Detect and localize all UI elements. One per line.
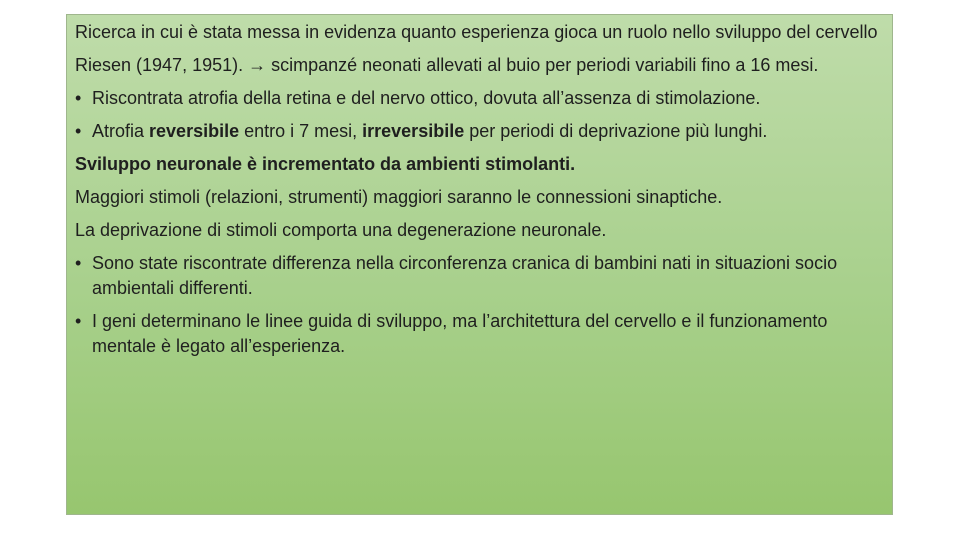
text-segment: Atrofia xyxy=(92,121,150,141)
bullet-dot: • xyxy=(75,121,82,141)
stimoli-paragraph: Maggiori stimoli (relazioni, strumenti) maggiori saranno le connessioni sinaptiche. xyxy=(75,187,723,207)
bullet-circonferenza xyxy=(75,251,884,301)
deprivazione-paragraph: La deprivazione di stimoli comporta una degenerazione neuronale. xyxy=(75,220,607,240)
sviluppo-bold-text: Sviluppo neuronale è incrementato da ambienti stimolanti. xyxy=(75,154,576,174)
bullet-atrofia-retina xyxy=(75,86,884,111)
content-box xyxy=(66,14,893,515)
bold-irreversibile: irreversibile xyxy=(362,121,465,141)
bullet-text: Riscontrata atrofia della retina e del nervo ottico, dovuta all’assenza di stimolazione. xyxy=(92,88,761,108)
bullet-text: I geni determinano le linee guida di sviluppo, ma l’architettura del cervello e il funzionamento mentale è legato all’esperienza. xyxy=(92,311,828,356)
bullet-geni xyxy=(75,309,884,359)
sviluppo-heading xyxy=(75,152,884,177)
bullet-atrofia-reversibile xyxy=(75,119,884,144)
bullet-text xyxy=(92,121,767,141)
intro-paragraph: Ricerca in cui è stata messa in evidenza quanto esperienza gioca un ruolo nello sviluppo del cervello xyxy=(75,22,878,42)
riesen-paragraph: Riesen (1947, 1951). → scimpanzé neonati allevati al buio per periodi variabili fino a 16 mesi. xyxy=(75,55,819,75)
text-segment: per periodi di deprivazione più lunghi. xyxy=(464,121,768,141)
text-segment: entro i 7 mesi, xyxy=(239,121,363,141)
bold-reversibile: reversibile xyxy=(149,121,240,141)
bullet-dot: • xyxy=(75,311,82,331)
bullet-dot: • xyxy=(75,253,82,273)
bullet-text: Sono state riscontrate differenza nella circonferenza cranica di bambini nati in situazioni socio ambientali differenti. xyxy=(92,253,838,298)
bullet-dot: • xyxy=(75,88,82,108)
